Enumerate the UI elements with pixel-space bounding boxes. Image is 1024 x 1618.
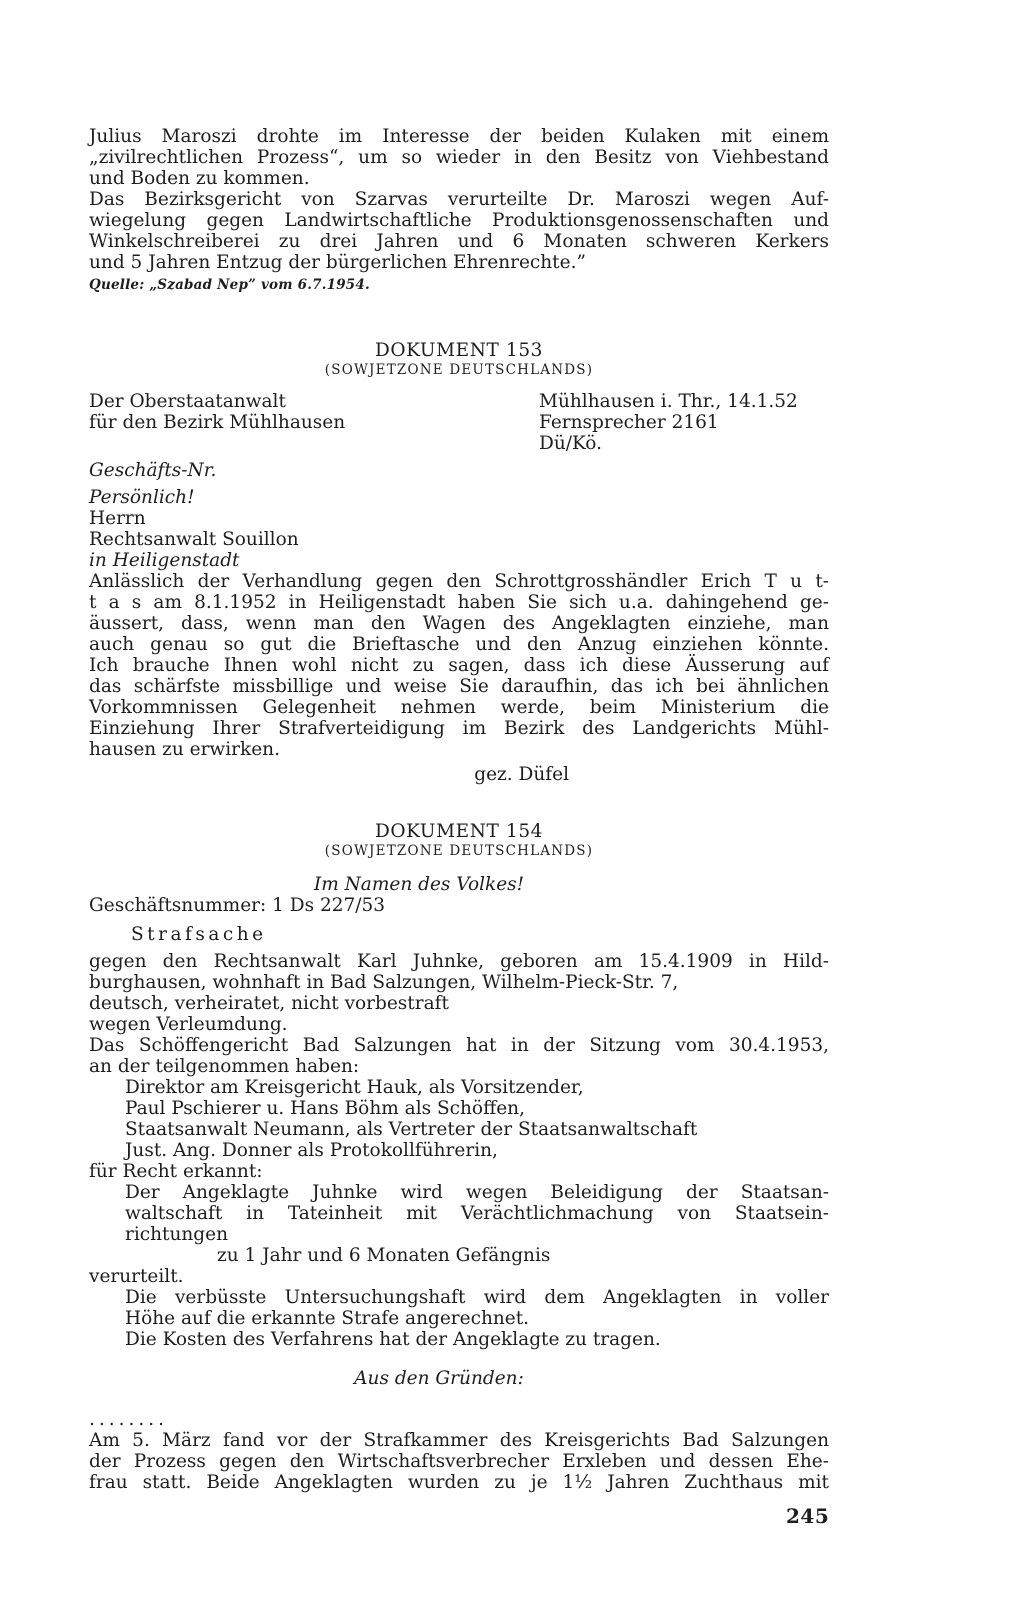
participant-line: Direktor am Kreisgericht Hauk, als Vorsitzender, — [125, 1077, 584, 1098]
text-line: Ich brauche Ihnen wohl nicht zu sagen, dass ich diese Äusserung auf — [89, 655, 829, 676]
participant-line: Just. Ang. Donner als Protokollführerin, — [125, 1140, 498, 1161]
letter-body — [89, 571, 829, 760]
participants-list — [89, 1077, 829, 1161]
text-line: wiegelung gegen Landwirtschaftliche Produktionsgenossenschaften und — [89, 210, 829, 231]
verdict-block — [89, 1182, 829, 1245]
text-line: deutsch, verheiratet, nicht vorbestraft — [89, 993, 449, 1014]
defendant-block — [89, 951, 829, 1035]
text-line: burghausen, wohnhaft in Bad Salzungen, Wilhelm-Pieck-Str. 7, — [89, 972, 679, 993]
participant-line: Staatsanwalt Neumann, als Vertreter der Staatsanwaltschaft — [125, 1119, 698, 1140]
text-line: an der teilgenommen haben: — [89, 1056, 360, 1077]
text-line: äussert, dass, wenn man den Wagen des Angeklagten einziehe, man — [89, 613, 829, 634]
detention-block — [89, 1287, 829, 1350]
source-citation: Quelle: „Szabad Nep” vom 6.7.1954. — [89, 277, 370, 293]
place-date-block — [539, 391, 829, 454]
sentence: zu 1 Jahr und 6 Monaten Gefängnis — [217, 1245, 551, 1266]
address-city: in Heiligenstadt — [89, 550, 240, 571]
text-line: frau statt. Beide Angeklagten wurden zu je 1½ Jahren Zuchthaus mit — [89, 1472, 829, 1493]
reasons-paragraph — [89, 1430, 829, 1493]
text-line: Einziehung Ihrer Strafverteidigung im Bezirk des Landgerichts Mühl- — [89, 718, 829, 739]
document-subtitle-154: (SOWJETZONE DEUTSCHLANDS) — [324, 843, 594, 859]
file-number-label: Geschäfts-Nr. — [89, 460, 217, 481]
costs-line: Die Kosten des Verfahrens hat der Angeklagte zu tragen. — [125, 1329, 661, 1350]
text-line: „zivilrechtlichen Prozess“, um so wieder in den Besitz von Viehbestand — [89, 147, 829, 168]
text-line: der Prozess gegen den Wirtschaftsverbrecher Erxleben und dessen Ehe- — [89, 1451, 829, 1472]
document-title-153: DOKUMENT 153 — [374, 340, 544, 361]
address-line: Herrn — [89, 508, 146, 529]
letter-header — [89, 391, 829, 454]
text-line: gegen den Rechtsanwalt Karl Juhnke, geboren am 15.4.1909 in Hild- — [89, 951, 829, 972]
text-line: Winkelschreiberei zu drei Jahren und 6 Monaten schweren Kerkers — [89, 231, 829, 252]
address-line: Rechtsanwalt Souillon — [89, 529, 299, 550]
text-line: Die verbüsste Untersuchungshaft wird dem Angeklagten in voller — [125, 1287, 829, 1308]
text-line: hausen zu erwirken. — [89, 739, 280, 760]
reasons-heading: Aus den Gründen: — [354, 1368, 524, 1389]
text-line: Anlässlich der Verhandlung gegen den Schrottgrosshändler Erich T u t- — [89, 571, 829, 592]
text-line: Der Angeklagte Juhnke wird wegen Beleidigung der Staatsan- — [125, 1182, 829, 1203]
phone-line: Fernsprecher 2161 — [539, 412, 719, 433]
text-line: richtungen — [125, 1224, 229, 1245]
ellipsis: ........ — [89, 1409, 169, 1430]
document-subtitle-153: (SOWJETZONE DEUTSCHLANDS) — [324, 362, 594, 378]
document-title-154: DOKUMENT 154 — [374, 821, 544, 842]
reference-initials: Dü/Kö. — [539, 433, 602, 454]
text-line: und 5 Jahren Entzug der bürgerlichen Ehrenrechte.” — [89, 252, 586, 273]
text-line: Julius Maroszi drohte im Interesse der beiden Kulaken mit einem — [89, 126, 829, 147]
text-line: waltschaft in Tateinheit mit Verächtlichmachung von Staatsein- — [125, 1203, 829, 1224]
sender-block — [89, 391, 529, 454]
judgment-heading: Im Namen des Volkes! — [313, 874, 525, 895]
participant-line: Paul Pschierer u. Hans Böhm als Schöffen, — [125, 1098, 525, 1119]
text-line: wegen Verleumdung. — [89, 1014, 288, 1035]
court-block — [89, 1035, 829, 1077]
text-line: und Boden zu kommen. — [89, 168, 310, 189]
sentenced-line: verurteilt. — [89, 1266, 184, 1287]
page-number: 245 — [786, 1504, 830, 1528]
text-line: Das Schöffengericht Bad Salzungen hat in der Sitzung vom 30.4.1953, — [89, 1035, 829, 1056]
case-number: Geschäftsnummer: 1 Ds 227/53 — [89, 895, 386, 916]
signature: gez. Düfel — [474, 764, 569, 785]
document-page — [89, 126, 829, 1493]
text-line: auch genau so gut die Brieftasche und den Anzug einziehen könnte. — [89, 634, 829, 655]
text-line: Am 5. März fand vor der Strafkammer des Kreisgerichts Bad Salzungen — [89, 1430, 829, 1451]
sender-line: Der Oberstaatanwalt — [89, 391, 286, 412]
text-line: Höhe auf die erkannte Strafe angerechnet. — [125, 1308, 530, 1329]
intro-paragraph — [89, 126, 829, 273]
text-line: Vorkommnissen Gelegenheit nehmen werde, beim Ministerium die — [89, 697, 829, 718]
place-date-line: Mühlhausen i. Thr., 14.1.52 — [539, 391, 798, 412]
sender-line: für den Bezirk Mühlhausen — [89, 412, 346, 433]
verdict-intro: für Recht erkannt: — [89, 1161, 263, 1182]
personal-note: Persönlich! — [89, 487, 195, 508]
text-line: Das Bezirksgericht von Szarvas verurteilte Dr. Maroszi wegen Auf- — [89, 189, 829, 210]
text-line: das schärfste missbillige und weise Sie daraufhin, das ich bei ähnlichen — [89, 676, 829, 697]
strafsache-heading: Strafsache — [131, 924, 267, 945]
text-line: t a s am 8.1.1952 in Heiligenstadt haben Sie sich u.a. dahingehend ge- — [89, 592, 829, 613]
